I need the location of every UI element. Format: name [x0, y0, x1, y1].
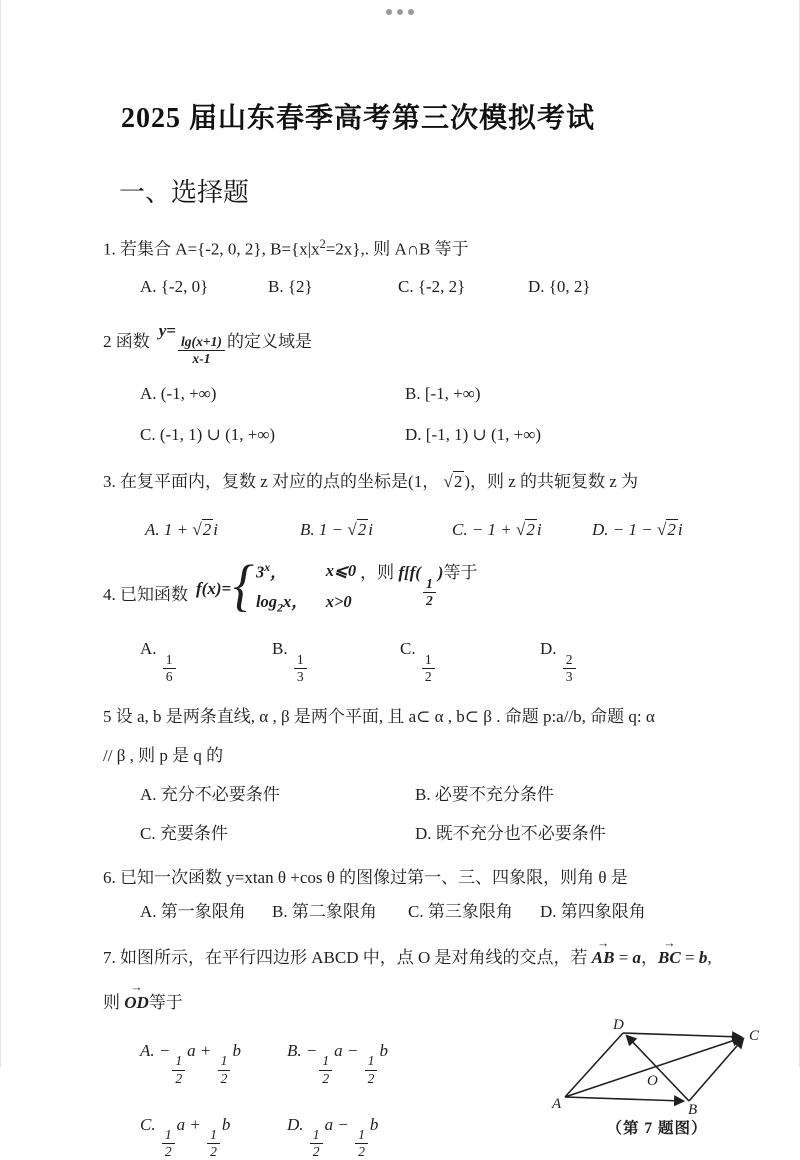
case-1-cond: x⩽0: [325, 560, 357, 580]
question-2-suffix: 的定义域是: [226, 332, 312, 352]
option-d: D. {0, 2}: [528, 277, 591, 296]
option-d: D. [-1, 1) ∪ (1, +∞): [405, 424, 542, 444]
question-4-suffix: [360, 560, 477, 616]
option-c: C. − 1 + √2 i: [452, 520, 542, 540]
option-a: A. {-2, 0}: [140, 277, 209, 296]
question-6: [103, 865, 742, 926]
option-b: B. 1 − √2 i: [300, 520, 373, 540]
option-b: B. [-1, +∞): [405, 384, 481, 404]
option-d: D. $\frac{1}{2}$ a − $\frac{1}{2}$ b: [287, 1114, 379, 1160]
question-2-options: [140, 381, 742, 448]
option-b: B. {2}: [268, 277, 313, 296]
question-7-text-line2: 则 → OD等于: [103, 988, 742, 1016]
question-2-prefix: 2 函数: [103, 332, 150, 352]
section-heading: 一、选择题: [119, 178, 250, 207]
option-d: D. $\frac{2}{3}$: [540, 636, 742, 684]
page-title: 2025 届山东春季高考第三次模拟考试: [121, 103, 596, 134]
vertex-label-d: D: [613, 1017, 624, 1034]
case-2-expr: $\log_2x$，: [255, 591, 308, 614]
function-name: f(x)=: [196, 579, 232, 599]
question-7: [103, 943, 760, 1160]
option-c: C. $\frac{1}{2}$: [400, 636, 540, 684]
question-5-options: [140, 782, 742, 848]
question-2-text: [103, 318, 742, 366]
dot-icon: [386, 9, 392, 15]
vertex-label-b: B: [688, 1102, 698, 1116]
question-1-text: 1. 若集合 A={-2, 0, 2}, $B=\{x|x^2=2x\}$,. 则 A∩B 等于: [103, 237, 469, 259]
question-1: [103, 235, 742, 300]
question-6-options: [140, 899, 742, 925]
parallelogram-figure: [551, 1015, 763, 1141]
option-a: A. $\frac{1}{6}$: [140, 636, 272, 684]
option-d: D. 第四象限角: [540, 901, 646, 921]
option-b: B. $\frac{1}{3}$: [272, 636, 400, 684]
question-7-text-line1: 7. 如图所示，在平行四边形 ABCD 中，点 O 是对角线的交点，若 → AB = a，→ BC = b,: [103, 943, 742, 971]
question-3-text: 3. 在复平面内，复数 z 对应的点的坐标是(1， √2 )，则 z 的共轭复数 z 为: [103, 471, 639, 491]
question-3-options: [145, 517, 742, 543]
brace: {: [233, 554, 254, 618]
figure-caption: （第 7 题图）: [606, 1120, 708, 1138]
suffix-text: 等于: [443, 563, 478, 583]
option-a: A. 第一象限角: [140, 901, 246, 921]
question-2-formula: y= $\frac{\lg(x+1)}{x-1}$: [159, 318, 227, 366]
option-a: A. 充分不必要条件: [140, 784, 280, 804]
vertex-label-a: A: [552, 1096, 562, 1113]
dot-icon: [408, 9, 414, 15]
option-c: C. $\frac{1}{2}$ a + $\frac{1}{2}$ b: [140, 1114, 231, 1160]
question-5-text-line1: 5 设 a, b 是两条直线, α , β 是两个平面, 且 a⊂ α , b⊂ β . 命题 p:a//b, 命题 q: α: [103, 707, 655, 727]
option-a: A. (-1, +∞): [140, 384, 217, 404]
option-d: D. 既不充分也不必要条件: [415, 824, 606, 844]
more-options-icon[interactable]: [386, 9, 414, 15]
case-1-expr: 3$^x$，: [255, 559, 287, 582]
dot-icon: [397, 9, 403, 15]
option-b: B. − $\frac{1}{2}$ a − $\frac{1}{2}$ b: [287, 1040, 388, 1086]
option-d: D. − 1 − √2 i: [592, 520, 683, 540]
question-5-text-line2: // β , 则 p 是 q 的: [103, 745, 224, 765]
question-1-options: [140, 274, 742, 300]
case-2-cond: x>0: [325, 591, 352, 611]
question-2: [103, 318, 742, 448]
option-c: C. 第三象限角: [408, 901, 513, 921]
question-4-options: [140, 636, 742, 684]
option-a: A. − $\frac{1}{2}$ a + $\frac{1}{2}$ b: [140, 1040, 241, 1086]
question-4-prefix: 4. 已知函数: [103, 585, 188, 605]
option-b: B. 必要不充分条件: [415, 784, 554, 804]
question-4: [103, 554, 742, 685]
question-6-text: 6. 已知一次函数 y=xtan θ +cos θ 的图像过第一、三、四象限，则角 θ 是: [103, 867, 628, 887]
vertex-label-c: C: [749, 1028, 760, 1045]
piecewise-cases: [233, 554, 357, 618]
suffix-math: f[f( $\frac{1}{2}$ ): [398, 563, 444, 609]
question-3: [103, 469, 742, 544]
option-c: C. 充要条件: [140, 824, 228, 844]
option-c: C. (-1, 1) ∪ (1, +∞): [140, 424, 276, 444]
option-a: A. 1 + √2 i: [145, 520, 218, 540]
parallelogram-diagram: [551, 1015, 763, 1115]
suffix-text: ，则: [360, 563, 399, 583]
option-b: B. 第二象限角: [272, 901, 377, 921]
option-c: C. {-2, 2}: [398, 277, 466, 296]
question-5: [103, 704, 742, 847]
center-label-o: O: [647, 1073, 658, 1090]
question-4-text: [103, 554, 742, 618]
